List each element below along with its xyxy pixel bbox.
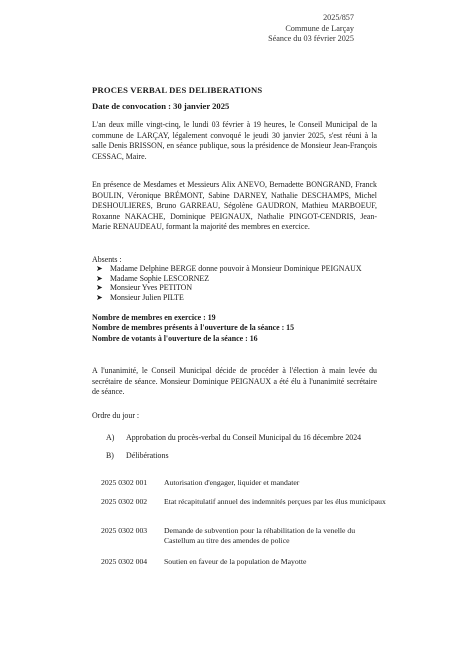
deliberation-code: 2025 0302 004 xyxy=(101,557,148,566)
absent-name: Monsieur Yves PETITON xyxy=(110,283,193,293)
presence-paragraph: En présence de Mesdames et Messieurs Alix ANEVO, Bernadette BONGRAND, Franck BOULIN, Véronique BRÉMONT, Sabine DARNEY, Nathalie DESCHAMPS, Michel DESHOULIERES, Bruno GARREAU, Ségolène GAUDRON, Mathieu MARBOEUF, Roxanne NAKACHE, Dominique PEIGNAUX, Nathalie PINGOT-CENDRIS, Jean-Marie RENAUDEAU, formant la majorité des membres en exercice. xyxy=(92,180,377,232)
secretary-election-paragraph: A l'unanimité, le Conseil Municipal décide de procéder à l'élection à main levée du secrétaire de séance. Monsieur Dominique PEIGNAUX a été élu à l'unanimité secrétaire de séance. xyxy=(92,366,377,397)
deliberation-code: 2025 0302 002 xyxy=(101,497,148,506)
absents-label: Absents : xyxy=(92,255,122,264)
document-title: PROCES VERBAL DES DELIBERATIONS xyxy=(92,85,263,95)
list-item xyxy=(92,283,362,293)
deliberation-text: Demande de subvention pour la réhabilitation de la venelle du Castellum au titre des amendes de police xyxy=(164,526,356,546)
session-date: Séance du 03 février 2025 xyxy=(268,34,354,43)
absents-list xyxy=(92,264,362,302)
absent-name: Madame Sophie LESCORNEZ xyxy=(110,273,210,283)
list-item xyxy=(92,264,362,274)
agenda-letter: A) xyxy=(106,433,115,442)
deliberation-text: Autorisation d'engager, liquider et mandater xyxy=(164,478,300,487)
deliberation-text: Etat récapitulatif annuel des indemnités perçues par les élus municipaux xyxy=(164,497,386,506)
deliberation-code: 2025 0302 003 xyxy=(101,526,148,535)
absent-name: Monsieur Julien PILTE xyxy=(110,292,184,302)
members-present: Nombre de membres présents à l'ouverture de la séance : 15 xyxy=(92,323,295,333)
agenda-title: Ordre du jour : xyxy=(92,411,140,420)
agenda-item-b xyxy=(106,451,169,460)
agenda-text: Délibérations xyxy=(126,451,169,460)
agenda-text: Approbation du procès-verbal du Conseil Municipal du 16 décembre 2024 xyxy=(126,433,362,442)
arrow-bullet-icon: ➤ xyxy=(96,273,103,283)
deliberation-code: 2025 0302 001 xyxy=(101,478,148,487)
arrow-bullet-icon: ➤ xyxy=(96,283,103,293)
reference-number: 2025/857 xyxy=(323,13,354,22)
list-item xyxy=(92,293,362,303)
deliberation-text: Soutien en faveur de la population de Mayotte xyxy=(164,557,307,566)
agenda-item-a xyxy=(106,433,361,442)
agenda-letter: B) xyxy=(106,451,114,460)
convocation-date: Date de convocation : 30 janvier 2025 xyxy=(92,101,230,111)
member-counts xyxy=(92,313,294,344)
commune-name: Commune de Larçay xyxy=(285,23,354,33)
arrow-bullet-icon: ➤ xyxy=(96,292,103,302)
intro-paragraph: L'an deux mille vingt-cinq, le lundi 03 février à 19 heures, le Conseil Municipal de la commune de LARÇAY, légalement convoqué le jeudi 30 janvier 2025, s'est réuni à la salle Denis BRISSON, en séance publique, sous la présidence de Monsieur Jean-François CESSAC, Maire. xyxy=(92,120,377,161)
members-in-office: Nombre de membres en exercice : 19 xyxy=(92,313,216,322)
document-reference-header xyxy=(268,13,354,45)
list-item xyxy=(92,274,362,284)
arrow-bullet-icon: ➤ xyxy=(96,264,103,273)
absent-name: Madame Delphine BERGE donne pouvoir à Monsieur Dominique PEIGNAUX xyxy=(110,264,362,273)
voters-count: Nombre de votants à l'ouverture de la séance : 16 xyxy=(92,333,258,343)
